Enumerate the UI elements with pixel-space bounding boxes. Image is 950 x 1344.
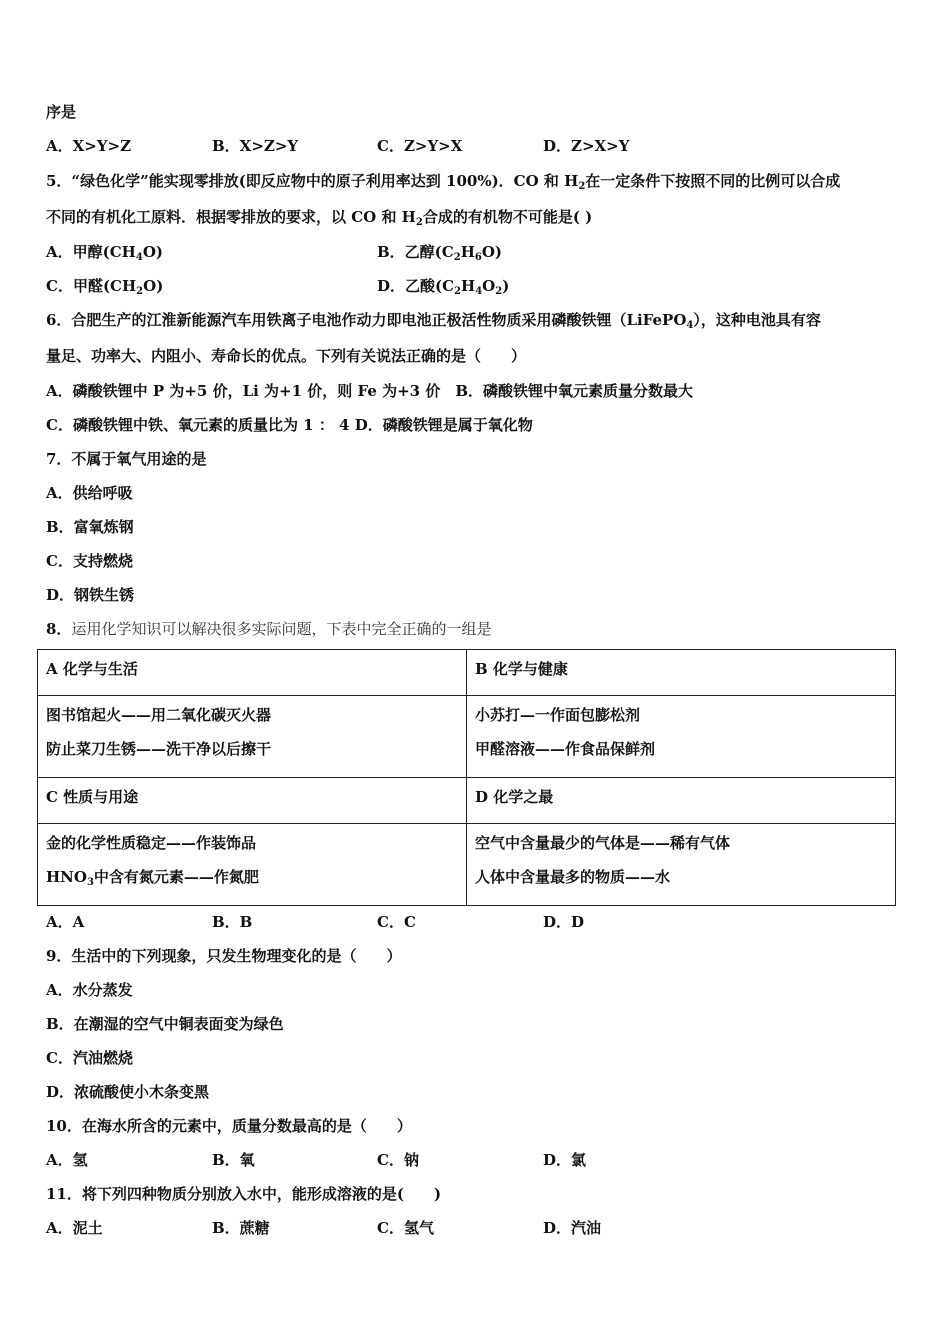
q10-stem: 10．在海水所含的元素中，质量分数最高的是（ ） [46,1117,412,1135]
q8-option-c: C．C [377,913,416,931]
q5-option-b: B．乙醇$(C_2H_6O)$ [377,243,503,263]
q8-table [37,649,896,906]
q8-cell-b-head: B 化学与健康 [467,650,896,696]
q5-stem-line1: 5．“绿色化学”能实现零排放(即反应物中的原子利用率达到 100%)．CO 和 $H_2$在一定条件下按照不同的比例可以合成 [46,172,841,192]
q8-cell-d-head: D 化学之最 [467,778,896,824]
q4-option-d: D．Z>X>Y [543,137,630,155]
q7-stem: 7．不属于氧气用途的是 [46,450,207,468]
q11-option-a: A．泥土 [46,1219,103,1237]
q8-option-b: B．B [212,913,253,931]
q9-stem: 9．生活中的下列现象，只发生物理变化的是（ ） [46,947,402,965]
q6-options-cd: C．磷酸铁锂中铁、氧元素的质量比为 1 ： 4 D．磷酸铁锂是属于氧化物 [46,416,533,434]
q10-option-c: C．钠 [377,1151,419,1169]
q5-option-c: C．甲醛$(CH_2O)$ [46,277,164,297]
q8-cell-c-head: C 性质与用途 [38,778,467,824]
q8-cell-d-body: 空气中含量最少的气体是——稀有气体 人体中含量最多的物质——水 [467,824,896,906]
q7-option-b: B．富氧炼钢 [46,518,134,536]
q6-stem-line1: 6．合肥生产的江淮新能源汽车用铁离子电池作动力即电池正极活性物质采用磷酸铁锂（LiFePO$_4$），这种电池具有容 [46,311,821,331]
q9-option-a: A．水分蒸发 [46,981,133,999]
q4-option-a: A．X>Y>Z [46,137,132,155]
q10-option-d: D．氯 [543,1151,587,1169]
q4-option-b: B．X>Z>Y [212,137,299,155]
q8-cell-b-body: 小苏打—一作面包膨松剂 甲醛溶液——作食品保鲜剂 [467,696,896,778]
q9-option-c: C．汽油燃烧 [46,1049,133,1067]
q4-tail: 序是 [46,103,77,121]
q8-cell-a-body: 图书馆起火——用二氧化碳灭火器 防止菜刀生锈——洗干净以后擦干 [38,696,467,778]
q7-option-c: C．支持燃烧 [46,552,133,570]
q11-option-b: B．蔗糖 [212,1219,270,1237]
q7-option-a: A．供给呼吸 [46,484,133,502]
q10-option-b: B．氧 [212,1151,255,1169]
q5-stem-line2: 不同的有机化工原料．根据零排放的要求，以 CO 和 $H_2$合成的有机物不可能是( ) [46,208,593,228]
q11-option-c: C．氢气 [377,1219,434,1237]
q8-option-d: D．D [543,913,585,931]
q9-option-d: D．浓硫酸使小木条变黑 [46,1083,210,1101]
q7-option-d: D．钢铁生锈 [46,586,135,604]
q6-options-ab: A．磷酸铁锂中 P 为+5 价，Li 为+1 价，则 Fe 为+3 价 B．磷酸铁锂中氧元素质量分数最大 [46,382,694,400]
q9-option-b: B．在潮湿的空气中铜表面变为绿色 [46,1015,284,1033]
q6-stem-line2: 量足、功率大、内阻小、寿命长的优点。下列有关说法正确的是（ ） [46,347,527,365]
q8-cell-c-body: 金的化学性质稳定——作装饰品 $HNO_3$中含有氮元素——作氮肥 [38,824,467,906]
q4-option-c: C．Z>Y>X [377,137,463,155]
q11-option-d: D．汽油 [543,1219,602,1237]
q8-cell-a-head: A 化学与生活 [38,650,467,696]
q5-option-a: A．甲醇$(CH_4O)$ [46,243,163,263]
q10-option-a: A．氢 [46,1151,88,1169]
q8-option-a: A．A [46,913,85,931]
q5-option-d: D．乙酸$(C_2H_4O_2)$ [377,277,510,297]
q8-stem: 8．运用化学知识可以解决很多实际问题，下表中完全正确的一组是 [46,620,492,638]
q11-stem: 11．将下列四种物质分别放入水中，能形成溶液的是( ) [46,1185,442,1203]
